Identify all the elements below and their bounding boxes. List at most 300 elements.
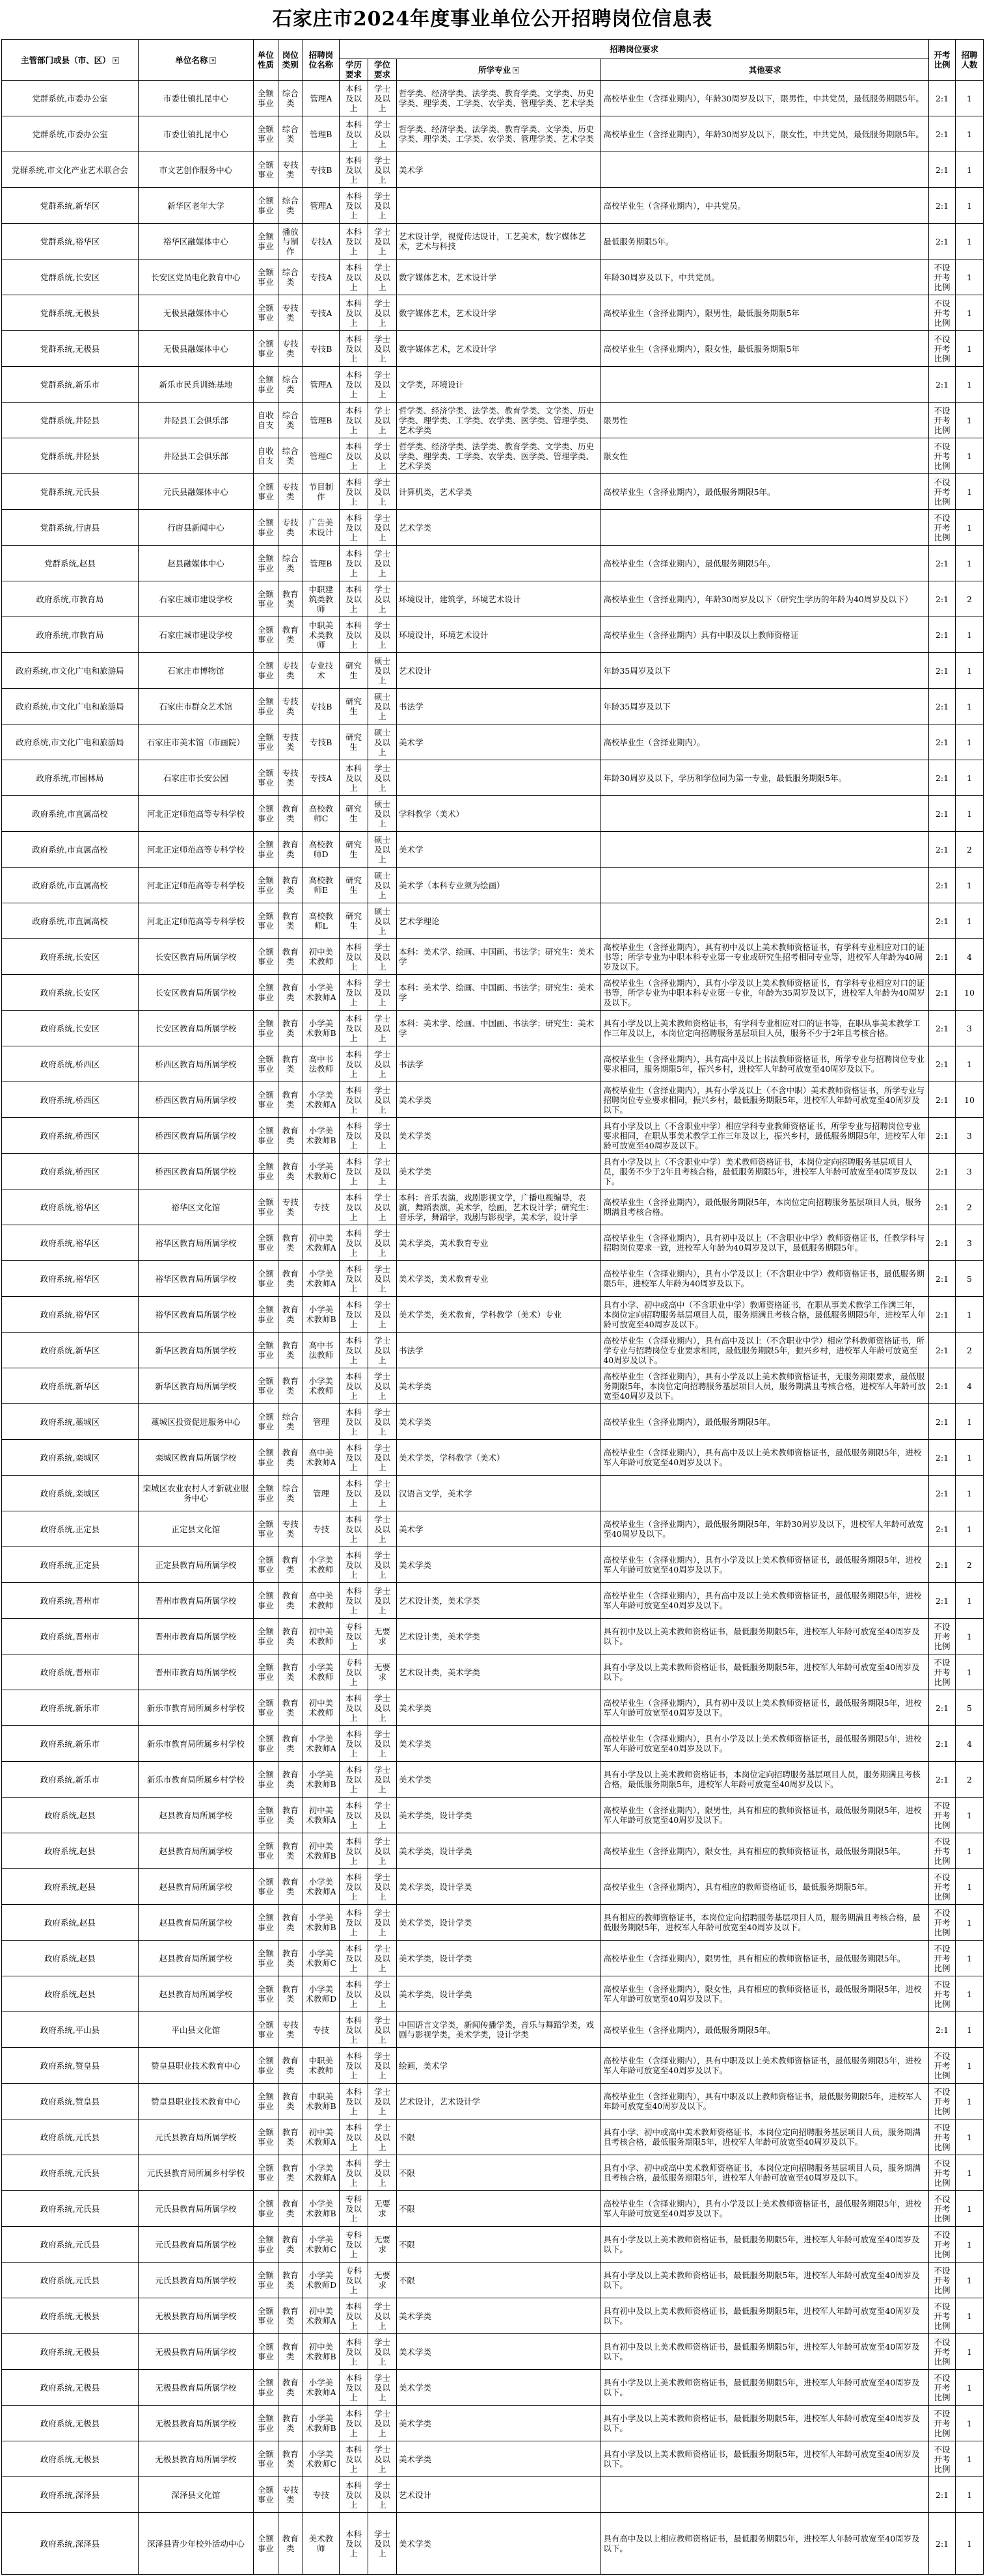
cell-post-name[interactable]: 专技 <box>303 1189 339 1225</box>
cell-num[interactable]: 1 <box>955 1833 983 1869</box>
cell-other[interactable]: 具有小学及以上（不含职业中学）美术教师资格证书，本岗位定向招聘服务基层项目人员，服务不少于2年且考核合格，最低服务期限5年，进校军人年龄可放宽至40周岁及以下。 <box>601 1154 929 1189</box>
cell-ratio[interactable]: 2:1 <box>929 546 956 581</box>
cell-ratio[interactable]: 不设开考比例 <box>929 2227 956 2263</box>
cell-degree[interactable]: 学士及以上 <box>368 1225 397 1261</box>
cell-ratio[interactable]: 2:1 <box>929 224 956 259</box>
cell-num[interactable]: 1 <box>955 653 983 689</box>
cell-post-type[interactable]: 教育类 <box>278 1869 303 1905</box>
cell-ratio[interactable]: 不设开考比例 <box>929 2334 956 2370</box>
cell-post-name[interactable]: 小学美术教师B <box>303 1118 339 1154</box>
cell-post-type[interactable]: 专技类 <box>278 474 303 510</box>
cell-dept[interactable]: 政府系统,桥西区 <box>2 1082 139 1118</box>
cell-other[interactable]: 高校毕业生（含择业期内），具有中职及以上教师资格证书，最低服务期限5年，进校军人年龄可放宽至40周岁及以下。 <box>601 2084 929 2119</box>
cell-num[interactable]: 1 <box>955 2119 983 2155</box>
cell-post-name[interactable]: 小学美术教师A <box>303 1726 339 1762</box>
cell-ratio[interactable]: 2:1 <box>929 724 956 760</box>
cell-unit-nature[interactable]: 全额事业 <box>253 2263 278 2298</box>
header-unit[interactable] <box>138 40 253 81</box>
cell-ratio[interactable]: 不设开考比例 <box>929 1798 956 1833</box>
cell-major[interactable]: 美术学类，设计学类 <box>397 1798 601 1833</box>
cell-degree[interactable]: 学士及以上 <box>368 760 397 796</box>
cell-dept[interactable]: 政府系统,市园林局 <box>2 760 139 796</box>
cell-post-name[interactable]: 专技B <box>303 152 339 188</box>
cell-post-name[interactable]: 专技 <box>303 2012 339 2048</box>
cell-major[interactable]: 中国语言文学类，新闻传播学类，音乐与舞蹈学类，戏剧与影视学类，美术学类，设计学类 <box>397 2012 601 2048</box>
cell-post-type[interactable]: 教育类 <box>278 2334 303 2370</box>
cell-post-type[interactable]: 教育类 <box>278 1154 303 1189</box>
cell-other[interactable]: 高校毕业生（含择业期内），具有中职及以上美术教师资格证书，最低服务期限5年，进校军人年龄可放宽至40周岁及以下。 <box>601 2048 929 2084</box>
cell-unit[interactable]: 长安区党员电化教育中心 <box>138 259 253 295</box>
cell-unit-nature[interactable]: 全额事业 <box>253 2119 278 2155</box>
cell-unit-nature[interactable]: 全额事业 <box>253 1833 278 1869</box>
cell-other[interactable]: 具有小学及以上美术教师资格证书，有学科专业相应对口的证书等，在职从事美术教学工作三年及以上，本岗位定向招聘服务基层项目人员，服务不少于2年且考核合格。 <box>601 1011 929 1046</box>
cell-num[interactable]: 1 <box>955 2334 983 2370</box>
cell-num[interactable]: 1 <box>955 259 983 295</box>
cell-dept[interactable]: 党群系统,无极县 <box>2 295 139 331</box>
cell-major[interactable]: 书法学 <box>397 1333 601 1368</box>
cell-unit-nature[interactable]: 全额事业 <box>253 1440 278 1476</box>
cell-other[interactable]: 高校毕业生（含择业期内），具有初中及以上美术教师资格证书，有学科专业相应对口的证书等；所学专业为中职本科专业第一专业或研究生招考相同专业等，进校军人年龄为40周岁及以下。 <box>601 939 929 975</box>
cell-ratio[interactable]: 2:1 <box>929 975 956 1011</box>
cell-post-type[interactable]: 教育类 <box>278 1619 303 1654</box>
cell-num[interactable]: 1 <box>955 1976 983 2012</box>
cell-dept[interactable]: 政府系统,新乐市 <box>2 1726 139 1762</box>
cell-edu[interactable]: 研究生 <box>340 903 368 939</box>
cell-dept[interactable]: 政府系统,长安区 <box>2 939 139 975</box>
cell-unit[interactable]: 市委仕镇扎昆中心 <box>138 116 253 152</box>
cell-major[interactable]: 美术学类 <box>397 1118 601 1154</box>
cell-edu[interactable]: 本科及以上 <box>340 1547 368 1583</box>
cell-degree[interactable]: 学士及以上 <box>368 975 397 1011</box>
cell-post-name[interactable]: 专技 <box>303 2477 339 2513</box>
cell-degree[interactable]: 学士及以上 <box>368 546 397 581</box>
cell-unit-nature[interactable]: 全额事业 <box>253 1154 278 1189</box>
cell-post-name[interactable]: 管理A <box>303 81 339 116</box>
cell-degree[interactable]: 学士及以上 <box>368 116 397 152</box>
cell-degree[interactable]: 学士及以上 <box>368 1511 397 1547</box>
cell-num[interactable]: 3 <box>955 1154 983 1189</box>
cell-ratio[interactable]: 2:1 <box>929 1333 956 1368</box>
cell-post-type[interactable]: 教育类 <box>278 1261 303 1297</box>
cell-degree[interactable]: 学士及以上 <box>368 1476 397 1511</box>
cell-unit[interactable]: 河北正定师范高等专科学校 <box>138 903 253 939</box>
cell-dept[interactable]: 党群系统,市文化产业艺术联合会 <box>2 152 139 188</box>
cell-unit-nature[interactable]: 全额事业 <box>253 1619 278 1654</box>
cell-post-name[interactable]: 小学美术教师B <box>303 1762 339 1798</box>
cell-edu[interactable]: 本科及以上 <box>340 259 368 295</box>
cell-major[interactable]: 美术学类，美术教育专业 <box>397 1225 601 1261</box>
cell-edu[interactable]: 本科及以上 <box>340 295 368 331</box>
cell-num[interactable]: 1 <box>955 403 983 438</box>
cell-unit-nature[interactable]: 全额事业 <box>253 546 278 581</box>
cell-ratio[interactable]: 不设开考比例 <box>929 295 956 331</box>
cell-unit-nature[interactable]: 全额事业 <box>253 2155 278 2191</box>
cell-degree[interactable]: 硕士及以上 <box>368 653 397 689</box>
cell-edu[interactable]: 本科及以上 <box>340 1833 368 1869</box>
cell-post-name[interactable]: 小学美术教师B <box>303 2406 339 2441</box>
cell-unit[interactable]: 长安区教育局所属学校 <box>138 1011 253 1046</box>
cell-ratio[interactable]: 不设开考比例 <box>929 2441 956 2477</box>
cell-major[interactable]: 艺术设计 <box>397 2477 601 2513</box>
cell-unit-nature[interactable]: 全额事业 <box>253 2441 278 2477</box>
cell-post-name[interactable]: 小学美术教师C <box>303 1941 339 1976</box>
cell-edu[interactable]: 本科及以上 <box>340 1154 368 1189</box>
cell-dept[interactable]: 党群系统,新华区 <box>2 188 139 224</box>
cell-num[interactable]: 1 <box>955 2477 983 2513</box>
cell-edu[interactable]: 本科及以上 <box>340 2370 368 2406</box>
cell-degree[interactable]: 学士及以上 <box>368 2334 397 2370</box>
cell-unit-nature[interactable]: 全额事业 <box>253 2370 278 2406</box>
cell-post-name[interactable]: 专技A <box>303 295 339 331</box>
cell-post-name[interactable]: 小学美术教师C <box>303 2441 339 2477</box>
cell-post-type[interactable]: 教育类 <box>278 1011 303 1046</box>
cell-edu[interactable]: 本科及以上 <box>340 2406 368 2441</box>
cell-degree[interactable]: 学士及以上 <box>368 81 397 116</box>
cell-edu[interactable]: 本科及以上 <box>340 1762 368 1798</box>
cell-num[interactable]: 1 <box>955 903 983 939</box>
cell-edu[interactable]: 本科及以上 <box>340 1941 368 1976</box>
cell-num[interactable]: 4 <box>955 1726 983 1762</box>
cell-major[interactable]: 美术学类，设计学类 <box>397 1869 601 1905</box>
cell-num[interactable]: 1 <box>955 2513 983 2575</box>
cell-dept[interactable]: 政府系统,市直属高校 <box>2 903 139 939</box>
cell-post-type[interactable]: 教育类 <box>278 2406 303 2441</box>
cell-major[interactable]: 不限 <box>397 2191 601 2227</box>
cell-post-name[interactable]: 小学美术教师A <box>303 975 339 1011</box>
cell-post-name[interactable]: 小学美术教师A <box>303 1082 339 1118</box>
cell-unit[interactable]: 井陉县工会俱乐部 <box>138 438 253 474</box>
cell-num[interactable]: 1 <box>955 1869 983 1905</box>
cell-edu[interactable]: 本科及以上 <box>340 2441 368 2477</box>
cell-other[interactable]: 具有小学及以上美术教师资格证书，最低服务期限5年，进校军人年龄可放宽至40周岁及以下。 <box>601 2263 929 2298</box>
cell-other[interactable]: 年龄30周岁及以下，学历和学位同为第一专业，最低服务期限5年。 <box>601 760 929 796</box>
cell-num[interactable]: 2 <box>955 1189 983 1225</box>
cell-post-type[interactable]: 教育类 <box>278 975 303 1011</box>
cell-major[interactable]: 艺术设计，艺术设计学 <box>397 2084 601 2119</box>
cell-dept[interactable]: 政府系统,市教育局 <box>2 581 139 617</box>
cell-degree[interactable]: 学士及以上 <box>368 1976 397 2012</box>
cell-unit[interactable]: 裕华区文化馆 <box>138 1189 253 1225</box>
cell-major[interactable]: 不限 <box>397 2155 601 2191</box>
cell-unit-nature[interactable]: 全额事业 <box>253 295 278 331</box>
cell-ratio[interactable]: 不设开考比例 <box>929 510 956 546</box>
cell-unit[interactable]: 正定县教育局所属学校 <box>138 1547 253 1583</box>
cell-unit-nature[interactable]: 全额事业 <box>253 1476 278 1511</box>
cell-other[interactable]: 高校毕业生（含择业期内），限女性，具有相应的教师资格证书，最低服务期限5年，进校军人年龄可放宽至40周岁及以下。 <box>601 1976 929 2012</box>
cell-post-name[interactable]: 小学美术教师D <box>303 2263 339 2298</box>
cell-unit-nature[interactable]: 全额事业 <box>253 1189 278 1225</box>
header-other[interactable]: 其他要求 <box>601 59 929 81</box>
cell-num[interactable]: 1 <box>955 474 983 510</box>
cell-edu[interactable]: 本科及以上 <box>340 2477 368 2513</box>
cell-other[interactable] <box>601 367 929 403</box>
cell-other[interactable]: 限女性 <box>601 438 929 474</box>
cell-unit-nature[interactable]: 全额事业 <box>253 2191 278 2227</box>
cell-unit[interactable]: 裕华区教育局所属学校 <box>138 1261 253 1297</box>
cell-unit[interactable]: 河北正定师范高等专科学校 <box>138 868 253 903</box>
cell-unit-nature[interactable]: 全额事业 <box>253 1798 278 1833</box>
cell-post-type[interactable]: 综合类 <box>278 1404 303 1440</box>
cell-post-name[interactable]: 小学美术教师 <box>303 1368 339 1404</box>
cell-major[interactable]: 不限 <box>397 2227 601 2263</box>
cell-ratio[interactable]: 2:1 <box>929 868 956 903</box>
cell-unit[interactable]: 石家庄市长安公园 <box>138 760 253 796</box>
cell-major[interactable]: 汉语言文学，美术学 <box>397 1476 601 1511</box>
cell-edu[interactable]: 本科及以上 <box>340 2048 368 2084</box>
cell-other[interactable]: 高校毕业生（含择业期内），年龄30周岁及以下，限女性，中共党员，最低服务期限5年。 <box>601 116 929 152</box>
cell-edu[interactable]: 本科及以上 <box>340 1297 368 1333</box>
cell-post-name[interactable]: 高中书法教师 <box>303 1333 339 1368</box>
cell-ratio[interactable]: 不设开考比例 <box>929 1833 956 1869</box>
cell-post-name[interactable]: 中职美术教师B <box>303 2084 339 2119</box>
cell-edu[interactable]: 本科及以上 <box>340 1082 368 1118</box>
cell-post-name[interactable]: 广告美术设计 <box>303 510 339 546</box>
cell-edu[interactable]: 专科及以上 <box>340 2227 368 2263</box>
cell-unit[interactable]: 新华区教育局所属学校 <box>138 1333 253 1368</box>
cell-other[interactable]: 具有初中及以上美术教师资格证书，最低服务期限5年，进校军人年龄可放宽至40周岁及以下。 <box>601 2334 929 2370</box>
cell-num[interactable]: 1 <box>955 1619 983 1654</box>
cell-post-name[interactable]: 专业技术 <box>303 653 339 689</box>
cell-degree[interactable]: 学士及以上 <box>368 1762 397 1798</box>
cell-unit[interactable]: 晋州市教育局所属学校 <box>138 1654 253 1690</box>
cell-degree[interactable]: 无要求 <box>368 2263 397 2298</box>
cell-post-name[interactable]: 管理B <box>303 116 339 152</box>
cell-ratio[interactable]: 2:1 <box>929 2012 956 2048</box>
cell-ratio[interactable]: 不设开考比例 <box>929 403 956 438</box>
cell-edu[interactable]: 本科及以上 <box>340 1118 368 1154</box>
cell-ratio[interactable]: 不设开考比例 <box>929 331 956 367</box>
cell-dept[interactable]: 政府系统,裕华区 <box>2 1225 139 1261</box>
cell-unit-nature[interactable]: 自收自支 <box>253 403 278 438</box>
cell-degree[interactable]: 无要求 <box>368 1654 397 1690</box>
cell-edu[interactable]: 本科及以上 <box>340 1476 368 1511</box>
cell-unit-nature[interactable]: 全额事业 <box>253 868 278 903</box>
cell-edu[interactable]: 本科及以上 <box>340 1046 368 1082</box>
cell-post-name[interactable]: 高校教师D <box>303 832 339 868</box>
cell-ratio[interactable]: 2:1 <box>929 81 956 116</box>
cell-unit[interactable]: 赵县教育局所属学校 <box>138 1798 253 1833</box>
cell-num[interactable]: 1 <box>955 2048 983 2084</box>
cell-dept[interactable]: 政府系统,元氏县 <box>2 2191 139 2227</box>
cell-other[interactable]: 高校毕业生（含择业期内），最低服务期限5年。 <box>601 546 929 581</box>
cell-dept[interactable]: 政府系统,市直属高校 <box>2 868 139 903</box>
cell-edu[interactable]: 本科及以上 <box>340 1333 368 1368</box>
cell-post-name[interactable]: 高校教师C <box>303 796 339 832</box>
cell-ratio[interactable]: 2:1 <box>929 903 956 939</box>
cell-dept[interactable]: 党群系统,长安区 <box>2 259 139 295</box>
cell-unit-nature[interactable]: 全额事业 <box>253 2227 278 2263</box>
cell-unit-nature[interactable]: 全额事业 <box>253 975 278 1011</box>
cell-dept[interactable]: 党群系统,市委办公室 <box>2 81 139 116</box>
cell-unit-nature[interactable]: 全额事业 <box>253 1941 278 1976</box>
cell-ratio[interactable]: 2:1 <box>929 1189 956 1225</box>
cell-post-name[interactable]: 管理 <box>303 1404 339 1440</box>
cell-unit-nature[interactable]: 全额事业 <box>253 796 278 832</box>
cell-num[interactable]: 1 <box>955 760 983 796</box>
cell-post-type[interactable]: 综合类 <box>278 188 303 224</box>
cell-post-type[interactable]: 专技类 <box>278 2477 303 2513</box>
cell-post-type[interactable]: 综合类 <box>278 259 303 295</box>
cell-num[interactable]: 10 <box>955 975 983 1011</box>
cell-other[interactable]: 高校毕业生（含择业期内）。 <box>601 724 929 760</box>
cell-degree[interactable]: 学士及以上 <box>368 2406 397 2441</box>
cell-ratio[interactable]: 2:1 <box>929 653 956 689</box>
cell-dept[interactable]: 党群系统,市委办公室 <box>2 116 139 152</box>
cell-degree[interactable]: 学士及以上 <box>368 510 397 546</box>
cell-degree[interactable]: 学士及以上 <box>368 1583 397 1619</box>
cell-major[interactable]: 艺术设计类，美术学类 <box>397 1619 601 1654</box>
cell-dept[interactable]: 政府系统,无极县 <box>2 2298 139 2334</box>
cell-num[interactable]: 1 <box>955 546 983 581</box>
cell-ratio[interactable]: 2:1 <box>929 617 956 653</box>
cell-edu[interactable]: 本科及以上 <box>340 224 368 259</box>
cell-post-type[interactable]: 教育类 <box>278 1440 303 1476</box>
cell-dept[interactable]: 党群系统,井陉县 <box>2 438 139 474</box>
header-num[interactable]: 招聘人数 <box>955 40 983 81</box>
cell-unit-nature[interactable]: 全额事业 <box>253 1261 278 1297</box>
cell-post-type[interactable]: 教育类 <box>278 581 303 617</box>
cell-post-name[interactable]: 专技 <box>303 1511 339 1547</box>
cell-degree[interactable]: 学士及以上 <box>368 152 397 188</box>
cell-degree[interactable]: 学士及以上 <box>368 403 397 438</box>
cell-post-type[interactable]: 教育类 <box>278 1547 303 1583</box>
cell-unit[interactable]: 石家庄城市建设学校 <box>138 617 253 653</box>
cell-edu[interactable]: 本科及以上 <box>340 2513 368 2575</box>
cell-num[interactable]: 1 <box>955 295 983 331</box>
cell-post-name[interactable]: 小学美术教师A <box>303 1261 339 1297</box>
cell-dept[interactable]: 政府系统,无极县 <box>2 2406 139 2441</box>
cell-post-name[interactable]: 专技A <box>303 224 339 259</box>
cell-unit[interactable]: 新华区老年大学 <box>138 188 253 224</box>
cell-num[interactable]: 2 <box>955 1762 983 1798</box>
cell-other[interactable]: 具有初中及以上美术教师资格证书，最低服务期限5年，进校军人年龄可放宽至40周岁及以下。 <box>601 2298 929 2334</box>
cell-ratio[interactable]: 2:1 <box>929 116 956 152</box>
cell-major[interactable]: 艺术学理论 <box>397 903 601 939</box>
cell-other[interactable] <box>601 868 929 903</box>
cell-dept[interactable]: 政府系统,市教育局 <box>2 617 139 653</box>
cell-post-name[interactable]: 管理A <box>303 367 339 403</box>
cell-edu[interactable]: 本科及以上 <box>340 1905 368 1941</box>
cell-edu[interactable]: 本科及以上 <box>340 1798 368 1833</box>
cell-post-type[interactable]: 教育类 <box>278 2263 303 2298</box>
cell-unit-nature[interactable]: 全额事业 <box>253 331 278 367</box>
cell-unit-nature[interactable]: 全额事业 <box>253 1726 278 1762</box>
cell-degree[interactable]: 硕士及以上 <box>368 724 397 760</box>
cell-num[interactable]: 10 <box>955 1082 983 1118</box>
cell-dept[interactable]: 政府系统,晋州市 <box>2 1619 139 1654</box>
cell-other[interactable]: 高校毕业生（含择业期内），最低服务期限5年，本岗位定向招聘服务基层项目人员，服务期满且考核合格。 <box>601 1189 929 1225</box>
cell-num[interactable]: 5 <box>955 1690 983 1726</box>
cell-major[interactable]: 环境设计，建筑学，环境艺术设计 <box>397 581 601 617</box>
cell-other[interactable]: 高校毕业生（含择业期内），最低服务期限5年。 <box>601 1404 929 1440</box>
cell-major[interactable]: 哲学类、经济学类、法学类、教育学类、文学类、历史学类、理学类、工学类、农学类、医学类、管理学类、艺术学类 <box>397 403 601 438</box>
cell-post-type[interactable]: 教育类 <box>278 939 303 975</box>
cell-other[interactable]: 高校毕业生（含择业期内），具有小学及以上美术教师资格证书，最低服务期限5年，进校军人年龄可放宽至40周岁及以下。 <box>601 2191 929 2227</box>
cell-degree[interactable]: 硕士及以上 <box>368 903 397 939</box>
cell-major[interactable]: 美术学类，学科教学（美术） <box>397 1440 601 1476</box>
cell-dept[interactable]: 政府系统,长安区 <box>2 975 139 1011</box>
cell-unit-nature[interactable]: 全额事业 <box>253 760 278 796</box>
cell-dept[interactable]: 政府系统,栾城区 <box>2 1476 139 1511</box>
cell-post-type[interactable]: 教育类 <box>278 1798 303 1833</box>
cell-post-type[interactable]: 教育类 <box>278 1690 303 1726</box>
cell-major[interactable]: 美术学类，设计学类 <box>397 1833 601 1869</box>
cell-ratio[interactable]: 2:1 <box>929 1690 956 1726</box>
cell-unit[interactable]: 无极县融媒体中心 <box>138 295 253 331</box>
cell-edu[interactable]: 本科及以上 <box>340 1869 368 1905</box>
cell-unit-nature[interactable]: 全额事业 <box>253 1976 278 2012</box>
cell-edu[interactable]: 本科及以上 <box>340 1404 368 1440</box>
cell-post-type[interactable]: 教育类 <box>278 796 303 832</box>
cell-dept[interactable]: 政府系统,裕华区 <box>2 1189 139 1225</box>
cell-post-type[interactable]: 专技类 <box>278 295 303 331</box>
cell-num[interactable]: 1 <box>955 2441 983 2477</box>
cell-post-type[interactable]: 教育类 <box>278 2441 303 2477</box>
cell-unit[interactable]: 石家庄城市建设学校 <box>138 581 253 617</box>
cell-major[interactable]: 美术学类 <box>397 1762 601 1798</box>
cell-post-type[interactable]: 专技类 <box>278 152 303 188</box>
cell-degree[interactable]: 学士及以上 <box>368 1189 397 1225</box>
cell-dept[interactable]: 政府系统,深泽县 <box>2 2477 139 2513</box>
cell-unit-nature[interactable]: 全额事业 <box>253 581 278 617</box>
cell-major[interactable]: 美术学类，美术教育专业 <box>397 1261 601 1297</box>
cell-edu[interactable]: 研究生 <box>340 868 368 903</box>
cell-ratio[interactable]: 2:1 <box>929 1404 956 1440</box>
cell-unit-nature[interactable]: 全额事业 <box>253 1082 278 1118</box>
cell-unit-nature[interactable]: 全额事业 <box>253 1583 278 1619</box>
cell-major[interactable]: 数字媒体艺术，艺术设计学 <box>397 295 601 331</box>
cell-ratio[interactable]: 2:1 <box>929 1046 956 1082</box>
cell-ratio[interactable]: 不设开考比例 <box>929 1869 956 1905</box>
cell-other[interactable] <box>601 152 929 188</box>
cell-dept[interactable]: 党群系统,新乐市 <box>2 367 139 403</box>
cell-post-type[interactable]: 专技类 <box>278 724 303 760</box>
cell-other[interactable] <box>601 1476 929 1511</box>
cell-post-type[interactable]: 教育类 <box>278 1333 303 1368</box>
cell-other[interactable]: 高校毕业生（含择业期内），限男性，具有相应的教师资格证书，最低服务期限5年，进校军人年龄可放宽至40周岁及以下。 <box>601 1798 929 1833</box>
cell-post-name[interactable]: 管理C <box>303 438 339 474</box>
cell-unit[interactable]: 行唐县新闻中心 <box>138 510 253 546</box>
cell-other[interactable]: 高校毕业生（含择业期内），具有小学及以上美术教师资格证书，最低服务期限5年，进校军人年龄可放宽至40周岁及以下。 <box>601 1726 929 1762</box>
cell-major[interactable]: 美术学类 <box>397 2513 601 2575</box>
cell-post-type[interactable]: 专技类 <box>278 1511 303 1547</box>
cell-other[interactable]: 具有小学及以上美术教师资格证书，最低服务期限5年，进校军人年龄可放宽至40周岁及以下。 <box>601 1654 929 1690</box>
cell-major[interactable]: 美术学类，设计学类 <box>397 1941 601 1976</box>
cell-major[interactable]: 艺术设计学，视觉传达设计，工艺美术，数字媒体艺术，艺术与科技 <box>397 224 601 259</box>
cell-edu[interactable]: 研究生 <box>340 832 368 868</box>
cell-unit[interactable]: 无极县教育局所属学校 <box>138 2298 253 2334</box>
cell-major[interactable] <box>397 546 601 581</box>
cell-degree[interactable]: 学士及以上 <box>368 1404 397 1440</box>
cell-degree[interactable]: 学士及以上 <box>368 438 397 474</box>
cell-unit-nature[interactable]: 全额事业 <box>253 2084 278 2119</box>
cell-post-type[interactable]: 教育类 <box>278 617 303 653</box>
filter-dropdown-icon[interactable]: ▾ <box>113 57 119 64</box>
cell-major[interactable]: 美术学类 <box>397 1082 601 1118</box>
cell-unit-nature[interactable]: 全额事业 <box>253 653 278 689</box>
cell-dept[interactable]: 政府系统,元氏县 <box>2 2263 139 2298</box>
cell-post-name[interactable]: 高中美术教师A <box>303 1440 339 1476</box>
cell-ratio[interactable]: 不设开考比例 <box>929 2084 956 2119</box>
cell-post-name[interactable]: 小学美术教师D <box>303 1976 339 2012</box>
cell-post-type[interactable]: 专技类 <box>278 2012 303 2048</box>
cell-num[interactable]: 1 <box>955 2084 983 2119</box>
cell-major[interactable]: 美术学类 <box>397 2370 601 2406</box>
cell-unit[interactable]: 无极县教育局所属学校 <box>138 2370 253 2406</box>
cell-degree[interactable]: 学士及以上 <box>368 1118 397 1154</box>
cell-other[interactable]: 高校毕业生（含择业期内），具有高中及以上美术教师资格证书，最低服务期限5年，进校军人年龄可放宽至40周岁及以下。 <box>601 1440 929 1476</box>
cell-ratio[interactable]: 2:1 <box>929 1261 956 1297</box>
